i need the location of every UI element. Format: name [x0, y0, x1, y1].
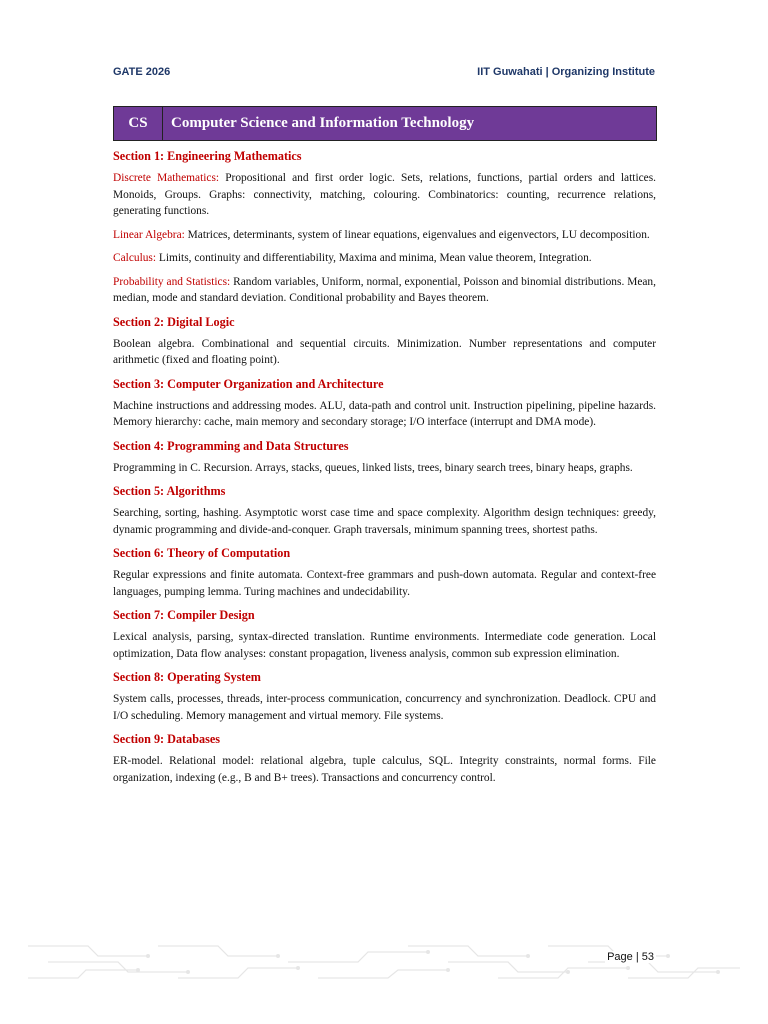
- topic-paragraph: [113, 274, 656, 307]
- section-paragraph: Searching, sorting, hashing. Asymptotic worst case time and space complexity. Algorithm design techniques: greedy, dynamic programming and divide-and-conquer. Graph traversals, minimum spanning trees, shortest paths.: [113, 507, 656, 536]
- section-heading: Section 2: Digital Logic: [113, 314, 235, 329]
- page-number: Page | 53: [607, 951, 654, 963]
- header-exam-name: GATE 2026: [113, 66, 171, 78]
- topic-paragraph: [113, 227, 656, 244]
- topic-label: Linear Algebra:: [113, 228, 185, 241]
- topic-label: Probability and Statistics:: [113, 275, 231, 288]
- syllabus-content: [113, 148, 656, 793]
- section-heading: Section 3: Computer Organization and Architecture: [113, 376, 384, 391]
- section-heading: Section 5: Algorithms: [113, 484, 226, 498]
- section-paragraph: Boolean algebra. Combinational and sequential circuits. Minimization. Number representations and computer arithmetic (fixed and floating point).: [113, 337, 656, 366]
- subject-title-bar: [113, 106, 657, 141]
- section-paragraph: Regular expressions and finite automata. Context-free grammars and push-down automata. Regular and context-free languages, pumping lemma. Turing machines and undecidability.: [113, 569, 656, 598]
- section-heading: Section 4: Programming and Data Structures: [113, 438, 349, 453]
- subject-name: Computer Science and Information Technology: [171, 115, 475, 131]
- section-heading: Section 1: Engineering Mathematics: [113, 149, 302, 163]
- section-heading: Section 8: Operating System: [113, 670, 261, 684]
- section-paragraph: System calls, processes, threads, inter-process communication, concurrency and synchronization. Deadlock. CPU and I/O scheduling. Memory management and virtual memory. File systems.: [113, 693, 656, 722]
- topic-label: Calculus:: [113, 252, 157, 264]
- subject-code: CS: [114, 107, 163, 140]
- topic-text: Matrices, determinants, system of linear equations, eigenvalues and eigenvectors, LU decomposition.: [184, 228, 650, 241]
- section-paragraph: Programming in C. Recursion. Arrays, stacks, queues, linked lists, trees, binary search trees, binary heaps, graphs.: [113, 461, 633, 474]
- section-heading: Section 7: Compiler Design: [113, 608, 255, 622]
- topic-text: Random variables, Uniform, normal, exponential, Poisson and binomial distributions. Mean, median, mode and standard deviation. Conditional probability and Bayes theorem.: [113, 275, 656, 304]
- topic-text: Propositional and first order logic. Sets, relations, functions, partial orders and lattices. Monoids, Groups. Graphs: connectivity, matching, colouring. Combinatorics: counting, recurrence relations, generating functions.: [113, 172, 656, 217]
- section-paragraph: Lexical analysis, parsing, syntax-directed translation. Runtime environments. Intermediate code generation. Local optimization, Data flow analyses: constant propagation, liveness analysis, common sub expression elimination.: [113, 631, 656, 660]
- section-heading: Section 6: Theory of Computation: [113, 546, 291, 560]
- topic-paragraph: [113, 250, 656, 267]
- header-institute: IIT Guwahati | Organizing Institute: [477, 66, 655, 78]
- topic-label: Discrete Mathematics:: [113, 172, 220, 184]
- topic-paragraph: [113, 170, 656, 220]
- section-paragraph: Machine instructions and addressing modes. ALU, data-path and control unit. Instruction pipelining, pipeline hazards. Memory hierarchy: cache, main memory and secondary storage; I/O interface (interrupt and DMA mode).: [113, 399, 656, 428]
- section-paragraph: ER-model. Relational model: relational algebra, tuple calculus, SQL. Integrity constraints, normal forms. File organization, indexing (e.g., B and B+ trees). Transactions and concurrency control.: [113, 755, 656, 784]
- topic-text: Limits, continuity and differentiability, Maxima and minima, Mean value theorem, Integration.: [156, 252, 592, 264]
- section-heading: Section 9: Databases: [113, 732, 220, 746]
